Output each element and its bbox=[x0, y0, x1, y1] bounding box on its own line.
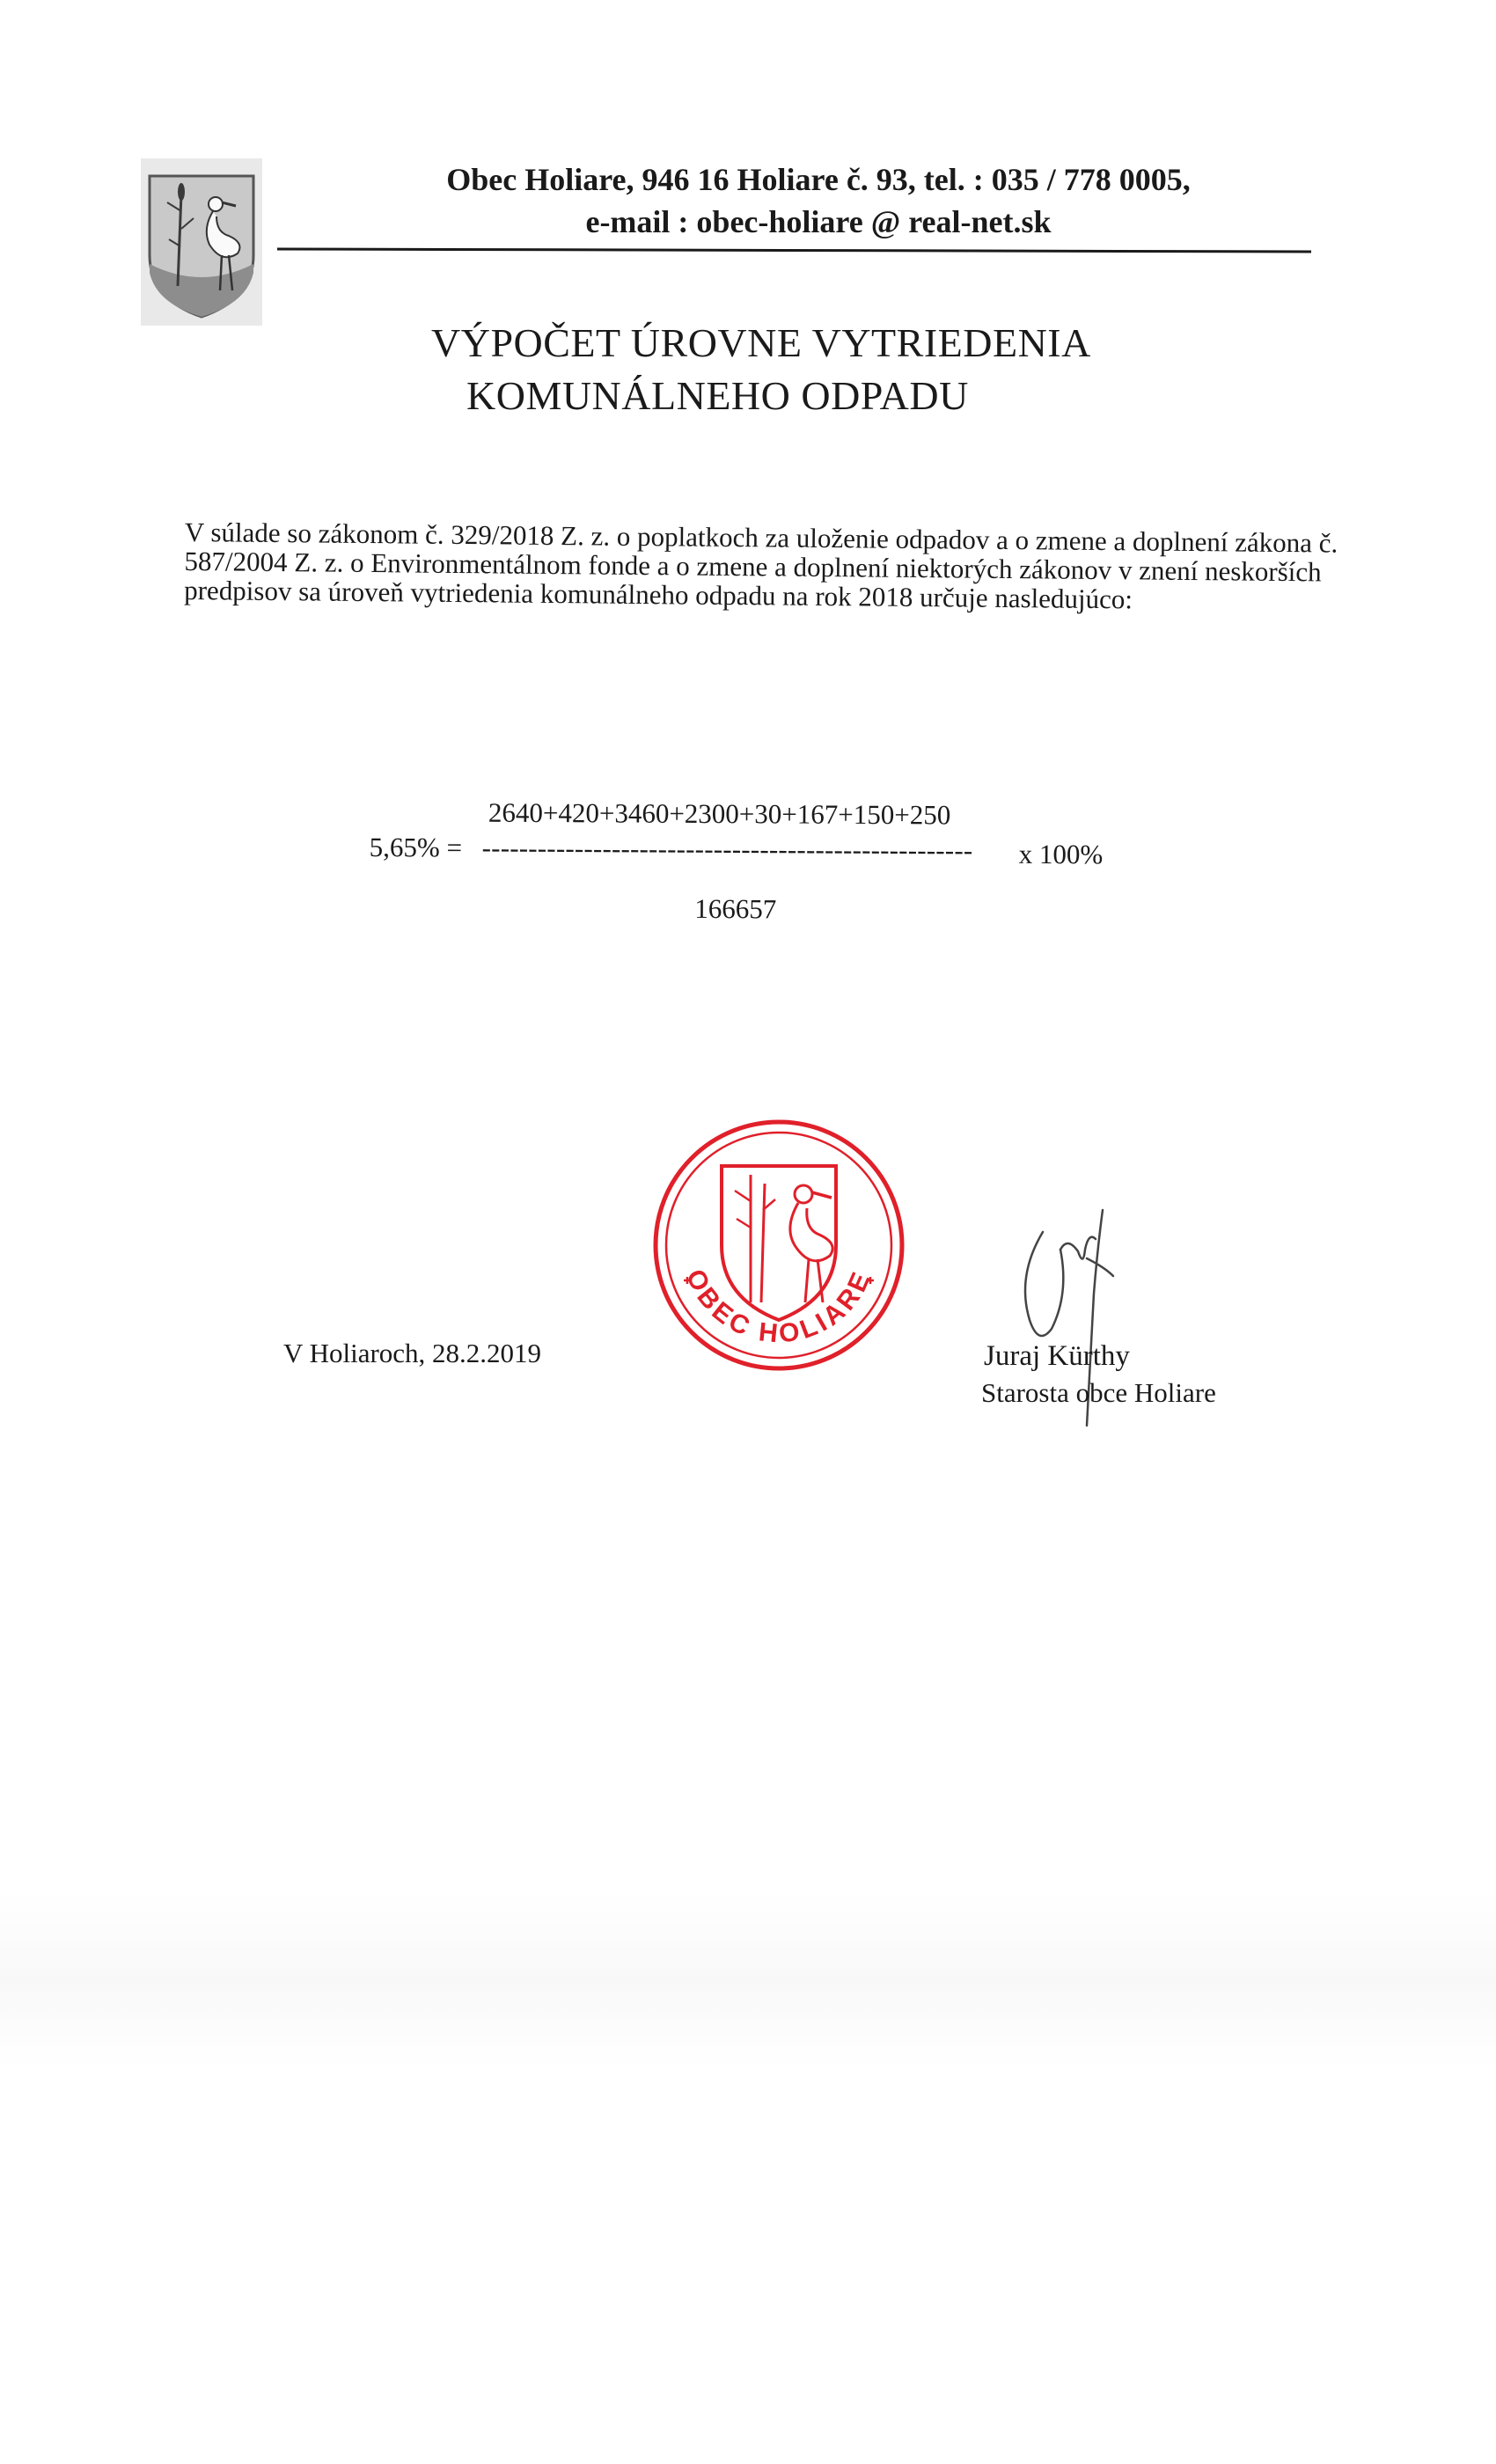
title-line-1: VÝPOČET ÚROVNE VYTRIEDENIA bbox=[431, 320, 1091, 365]
signer-title: Starosta obce Holiare bbox=[981, 1377, 1216, 1408]
formula-numerator: 2640+420+3460+2300+30+167+150+250 bbox=[488, 796, 951, 831]
svg-text:OBEC HOLIARE bbox=[680, 1265, 877, 1349]
stamp-text: OBEC HOLIARE bbox=[679, 1265, 877, 1349]
letterhead-email: e-mail : obec-holiare @ real-net.sk bbox=[585, 204, 1052, 239]
formula-result: 5,65% = bbox=[369, 831, 463, 863]
official-stamp-icon bbox=[647, 1113, 911, 1377]
title-line-2: KOMUNÁLNEHO ODPADU bbox=[466, 373, 969, 418]
formula-multiplier: x 100% bbox=[1018, 838, 1104, 870]
scan-artifact bbox=[0, 1892, 1496, 2068]
letterhead-address: Obec Holiare, 946 16 Holiare č. 93, tel. : 035 / 778 0005, bbox=[446, 162, 1191, 197]
body-paragraph: V súlade so zákonom č. 329/2018 Z. z. o poplatkoch za uloženie odpadov a o zmene a doplnení zákona č. 587/2004 Z. z. o Environmentálnom fonde a o zmene a doplnení niektorých zákonov v znení neskorších predpisov sa úroveň vytriedenia komunálneho odpadu na rok 2018 určuje nasledujúco: bbox=[184, 517, 1338, 615]
formula-fraction-line: ----------------------------------------------------- bbox=[481, 832, 973, 866]
page-title bbox=[431, 317, 1091, 422]
place-and-date: V Holiaroch, 28.2.2019 bbox=[283, 1338, 542, 1368]
coat-of-arms-icon bbox=[141, 158, 262, 326]
calculation-formula bbox=[369, 796, 1126, 925]
formula-denominator: 166657 bbox=[694, 892, 777, 925]
signer-name: Juraj Kürthy bbox=[984, 1340, 1130, 1372]
letterhead bbox=[317, 158, 1320, 243]
letterhead-divider bbox=[277, 247, 1311, 253]
